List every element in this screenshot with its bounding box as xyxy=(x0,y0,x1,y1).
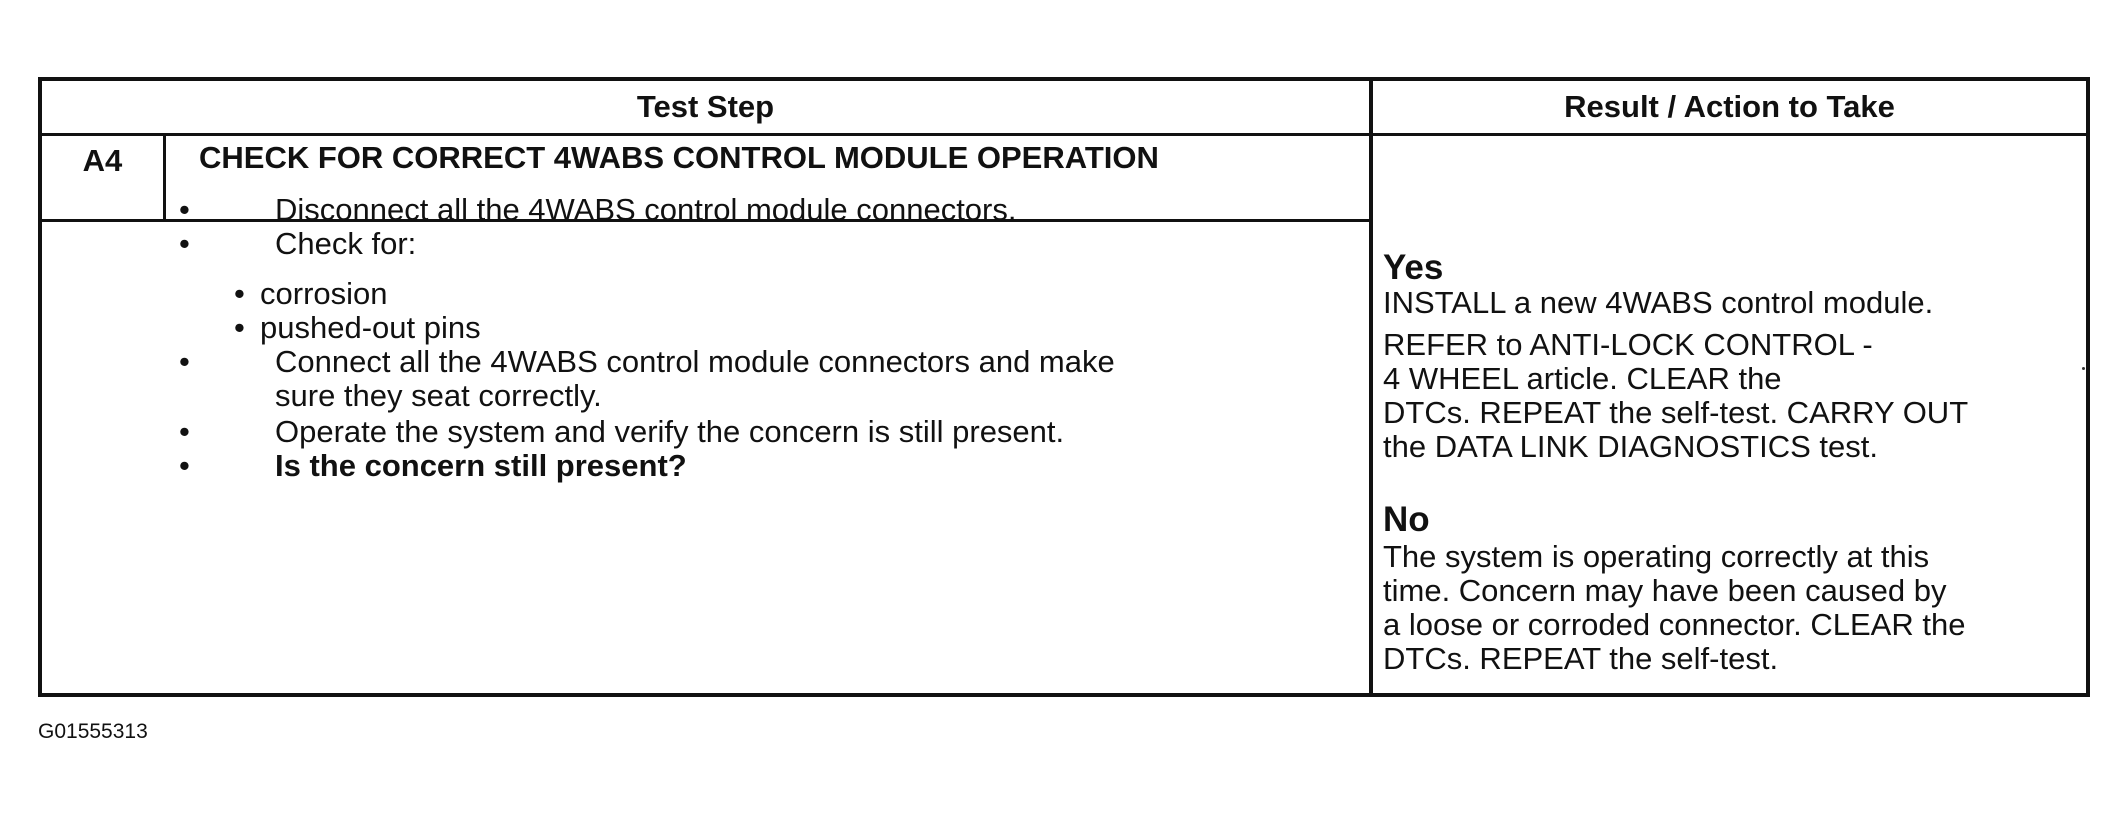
no-action-text: The system is operating correctly at this time. Concern may have been caused by a loose or corroded connector. CLEAR the DTCs. REPEAT the self-test. xyxy=(1383,539,1966,676)
step-id: A4 xyxy=(82,143,123,178)
bullet-text: Connect all the 4WABS control module connectors and make xyxy=(275,344,1115,379)
yes-action-line: INSTALL a new 4WABS control module. xyxy=(1383,285,1934,320)
bullet-text: Check for: xyxy=(275,226,417,261)
sub-bullet-marker: • xyxy=(234,310,245,345)
bullet-marker: • xyxy=(179,414,190,449)
bullet-marker: • xyxy=(179,226,190,261)
yes-action-text: REFER to ANTI-LOCK CONTROL - 4 WHEEL article. CLEAR the DTCs. REPEAT the self-test. CARRY OUT the DATA LINK DIAGNOSTICS test. xyxy=(1383,327,1969,464)
yes-heading: Yes xyxy=(1383,248,1444,287)
sub-item xyxy=(234,311,481,345)
step-title: CHECK FOR CORRECT 4WABS CONTROL MODULE OPERATION xyxy=(199,140,1159,175)
column-divider xyxy=(1369,81,1373,693)
diagnostic-test-table xyxy=(38,77,2090,697)
header-divider xyxy=(42,133,2086,136)
no-heading: No xyxy=(1383,500,1430,539)
sub-item-text: pushed-out pins xyxy=(260,310,481,345)
sub-bullet-marker: • xyxy=(234,276,245,311)
sub-item xyxy=(234,277,388,311)
bullet-text: Is the concern still present? xyxy=(275,448,687,483)
step-id-divider xyxy=(163,136,166,219)
bullet-marker: • xyxy=(179,192,190,227)
scan-speck xyxy=(2082,367,2085,370)
bullet-marker: • xyxy=(179,344,190,379)
figure-id: G01555313 xyxy=(38,720,148,743)
bullet-marker: • xyxy=(179,448,190,483)
header-test-step: Test Step xyxy=(636,89,775,124)
bullet-text: Disconnect all the 4WABS control module connectors. xyxy=(275,192,1017,227)
sub-item-text: corrosion xyxy=(260,276,388,311)
bullet-text: Operate the system and verify the concern is still present. xyxy=(275,414,1065,449)
bullet-text: sure they seat correctly. xyxy=(275,378,602,413)
header-result-action: Result / Action to Take xyxy=(1564,89,1895,124)
